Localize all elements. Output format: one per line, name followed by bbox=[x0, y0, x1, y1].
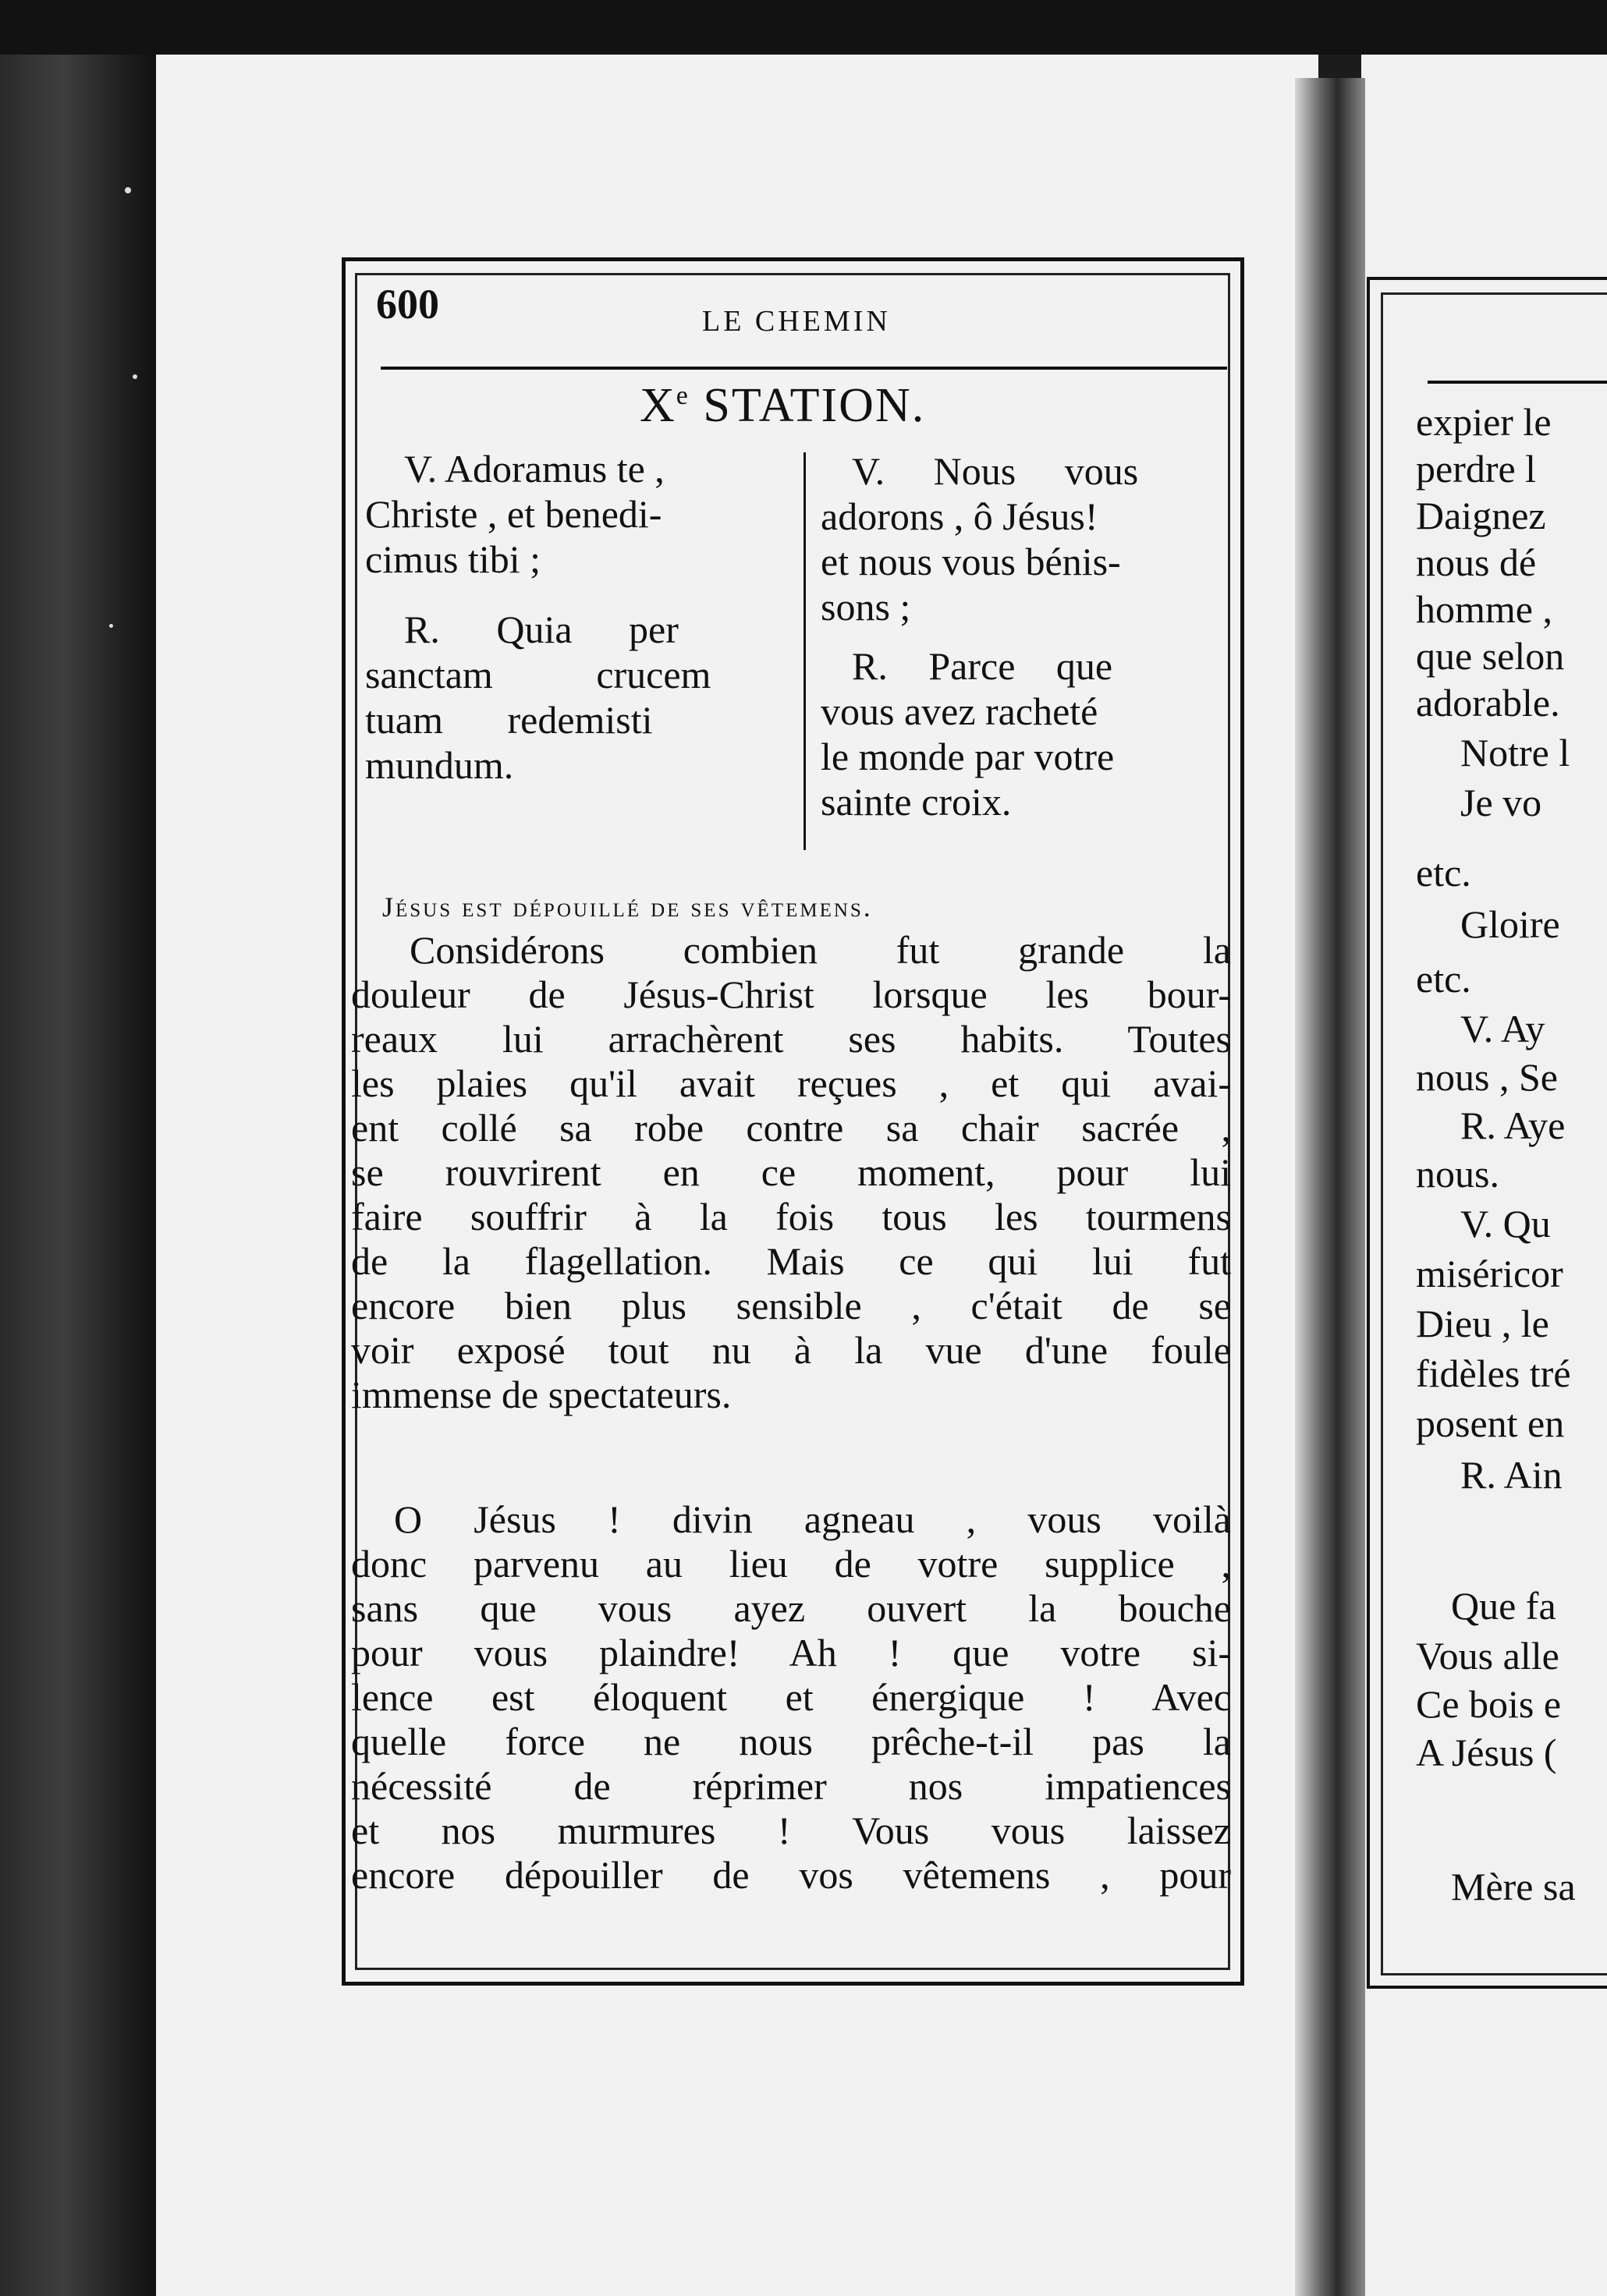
latin-line: tuam redemisti bbox=[365, 698, 653, 742]
dust-speck bbox=[109, 624, 113, 628]
body-line: immense de spectateurs. bbox=[351, 1373, 732, 1416]
body-line: se rouvrirent en ce moment, pour lui bbox=[351, 1150, 1231, 1194]
right-line: R. Aye bbox=[1460, 1104, 1566, 1147]
right-line: homme , bbox=[1416, 587, 1552, 631]
french-line: V. Nous vous bbox=[852, 449, 1139, 493]
body-line: voir exposé tout nu à la vue d'une foule bbox=[351, 1328, 1231, 1372]
french-line: le monde par votre bbox=[821, 735, 1115, 778]
station-roman: X bbox=[640, 379, 676, 432]
body-line: les plaies qu'il avait reçues , et qui avai- bbox=[351, 1061, 1231, 1105]
body-line: Considérons combien fut grande la bbox=[410, 928, 1231, 972]
right-line: nous , Se bbox=[1416, 1055, 1558, 1099]
body-line: sans que vous ayez ouvert la bouche bbox=[351, 1586, 1231, 1630]
running-head: LE CHEMIN bbox=[702, 305, 891, 338]
right-line: nous dé bbox=[1416, 540, 1537, 584]
right-line: que selon bbox=[1416, 634, 1565, 678]
right-header-rule bbox=[1428, 381, 1607, 384]
latin-line: Christe , et benedi- bbox=[365, 492, 662, 536]
latin-line: V. Adoramus te , bbox=[404, 447, 665, 491]
right-line: expier le bbox=[1416, 400, 1552, 444]
right-line: V. Qu bbox=[1460, 1202, 1551, 1245]
body-line: encore dépouiller de vos vêtemens , pour bbox=[351, 1853, 1231, 1897]
right-line: perdre l bbox=[1416, 447, 1537, 491]
right-line: etc. bbox=[1416, 957, 1471, 1001]
right-line: miséricor bbox=[1416, 1252, 1563, 1295]
dust-speck bbox=[133, 374, 137, 379]
page-gutter bbox=[1295, 78, 1365, 2296]
french-line: adorons , ô Jésus! bbox=[821, 494, 1098, 538]
body-line: donc parvenu au lieu de votre supplice , bbox=[351, 1542, 1231, 1586]
body-line: ent collé sa robe contre sa chair sacrée , bbox=[351, 1106, 1231, 1150]
body-line: douleur de Jésus-Christ lorsque les bour- bbox=[351, 973, 1231, 1016]
station-heading bbox=[640, 373, 926, 432]
body-line: reaux lui arrachèrent ses habits. Toutes bbox=[351, 1017, 1231, 1061]
french-column bbox=[821, 448, 1242, 824]
body-line: encore bien plus sensible , c'était de se bbox=[351, 1284, 1231, 1327]
column-divider bbox=[804, 452, 806, 850]
latin-line: sanctam crucem bbox=[365, 653, 711, 696]
station-word: STATION. bbox=[689, 379, 926, 432]
right-line: Mère sa bbox=[1451, 1865, 1576, 1908]
right-line: Vous alle bbox=[1416, 1634, 1559, 1678]
right-line: adorable. bbox=[1416, 681, 1560, 725]
french-line: et nous vous bénis- bbox=[821, 540, 1121, 583]
right-line: fidèles tré bbox=[1416, 1352, 1571, 1395]
right-line: etc. bbox=[1416, 851, 1471, 895]
french-line: vous avez racheté bbox=[821, 689, 1098, 733]
french-line: sainte croix. bbox=[821, 780, 1012, 824]
right-line: A Jésus ( bbox=[1416, 1731, 1557, 1774]
station-sup: e bbox=[676, 381, 690, 410]
dust-speck bbox=[125, 187, 131, 193]
right-line: Gloire bbox=[1460, 902, 1560, 946]
right-line: Dieu , le bbox=[1416, 1302, 1549, 1345]
section-subheading: Jésus est dépouillé de ses vêtemens. bbox=[382, 891, 873, 923]
right-line: Je vo bbox=[1460, 781, 1542, 824]
body-line: faire souffrir à la fois tous les tourmens bbox=[351, 1195, 1231, 1238]
right-line: Notre l bbox=[1460, 731, 1570, 774]
body-line: nécessité de réprimer nos impatiences bbox=[351, 1764, 1231, 1808]
latin-line: R. Quia per bbox=[404, 608, 679, 651]
body-line: pour vous plaindre! Ah ! que votre si- bbox=[351, 1631, 1231, 1674]
page-number: 600 bbox=[376, 281, 439, 328]
book-binding bbox=[0, 0, 156, 2296]
right-line: V. Ay bbox=[1460, 1007, 1545, 1051]
body-line: de la flagellation. Mais ce qui lui fut bbox=[351, 1239, 1231, 1283]
right-line: R. Ain bbox=[1460, 1453, 1563, 1497]
scan-top-border bbox=[0, 0, 1607, 55]
latin-column bbox=[365, 437, 790, 788]
right-line: Daignez bbox=[1416, 494, 1546, 537]
french-line: sons ; bbox=[821, 585, 911, 629]
body-line: et nos murmures ! Vous vous laissez bbox=[351, 1809, 1231, 1852]
right-line: Que fa bbox=[1451, 1584, 1556, 1628]
header-rule bbox=[381, 367, 1227, 370]
latin-line: cimus tibi ; bbox=[365, 537, 541, 581]
body-line: quelle force ne nous prêche-t-il pas la bbox=[351, 1720, 1231, 1763]
right-line: Ce bois e bbox=[1416, 1682, 1562, 1726]
body-line: O Jésus ! divin agneau , vous voilà bbox=[394, 1497, 1231, 1541]
body-line: lence est éloquent et énergique ! Avec bbox=[351, 1675, 1231, 1719]
right-line: nous. bbox=[1416, 1152, 1499, 1196]
french-line: R. Parce que bbox=[852, 644, 1113, 688]
latin-line: mundum. bbox=[365, 743, 514, 787]
right-line: posent en bbox=[1416, 1401, 1565, 1445]
